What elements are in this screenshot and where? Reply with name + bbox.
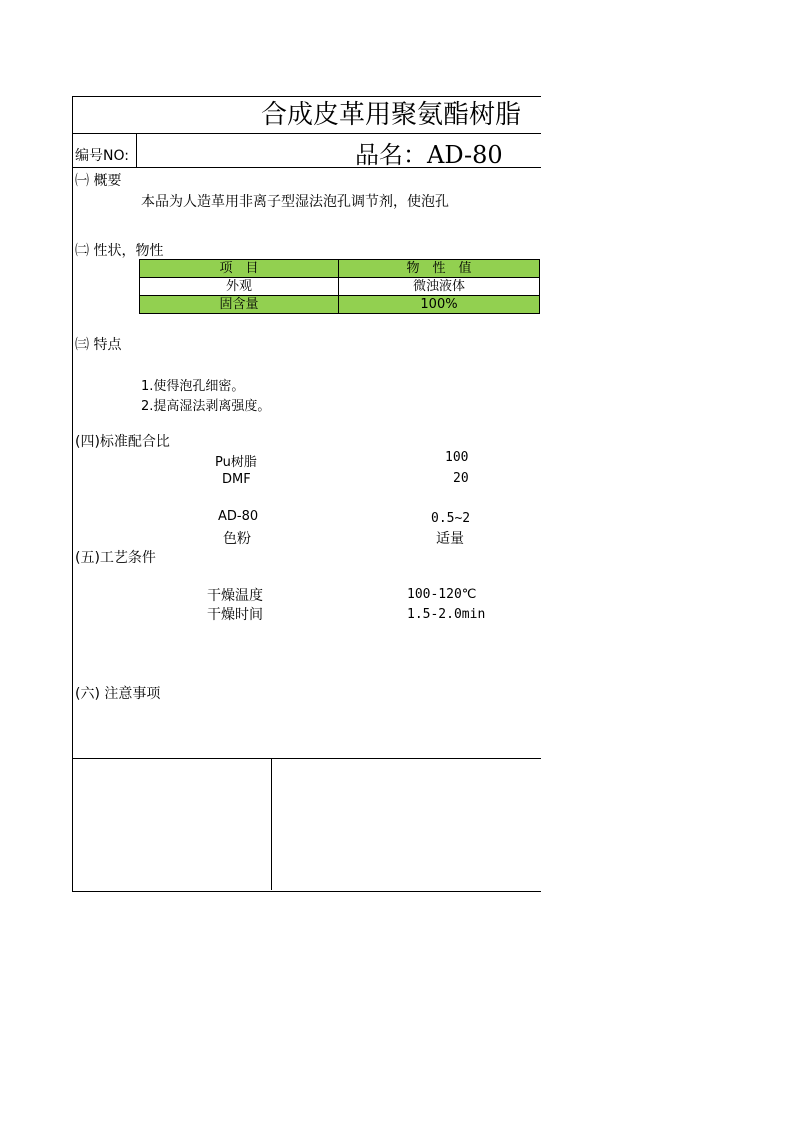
number-divider <box>136 133 137 167</box>
document-title: 合成皮革用聚氨酯树脂 <box>261 100 522 130</box>
formula-name: AD-80 <box>218 509 259 524</box>
header-divider <box>73 167 541 168</box>
formula-value: 0.5~2 <box>431 511 471 526</box>
table-header-value: 物 性 值 <box>339 260 540 278</box>
process-name: 干燥时间 <box>207 607 263 623</box>
properties-table <box>139 259 540 314</box>
table-header-item: 项 目 <box>140 260 339 278</box>
table-cell: 100% <box>339 296 540 314</box>
formula-name: Pu树脂 <box>215 455 257 470</box>
table-row <box>140 278 540 296</box>
section-overview-heading: ㈠ 概要 <box>75 173 122 189</box>
table-cell: 固含量 <box>140 296 339 314</box>
process-name: 干燥温度 <box>207 588 263 604</box>
table-header-row <box>140 260 540 278</box>
formula-value: 20 <box>453 471 469 486</box>
section-notes-heading: (六) 注意事项 <box>75 686 161 702</box>
feature-item: 1.使得泡孔细密。 <box>141 379 245 394</box>
table-cell: 微浊液体 <box>339 278 540 296</box>
table-cell: 外观 <box>140 278 339 296</box>
footer-column-divider <box>271 758 272 890</box>
process-value: 1.5-2.0min <box>407 607 486 622</box>
document-sheet <box>72 96 541 892</box>
feature-item: 2.提高湿法剥离强度。 <box>141 399 271 414</box>
overview-text: 本品为人造革用非离子型湿法泡孔调节剂，使泡孔 <box>141 194 449 210</box>
footer-divider <box>73 758 541 759</box>
process-value: 100-120℃ <box>407 587 477 602</box>
title-divider <box>73 133 541 134</box>
product-name: 品名：AD-80 <box>355 141 503 169</box>
section-properties-heading: ㈡ 性状，物性 <box>75 243 164 259</box>
formula-name: DMF <box>222 472 251 487</box>
formula-value: 100 <box>445 450 469 465</box>
section-process-heading: (五)工艺条件 <box>75 550 156 566</box>
section-formula-heading: (四)标准配合比 <box>75 434 170 450</box>
formula-name: 色粉 <box>223 531 251 547</box>
table-row <box>140 296 540 314</box>
number-label: 编号NO: <box>75 148 129 164</box>
section-features-heading: ㈢ 特点 <box>75 337 122 353</box>
formula-value: 适量 <box>436 531 464 547</box>
